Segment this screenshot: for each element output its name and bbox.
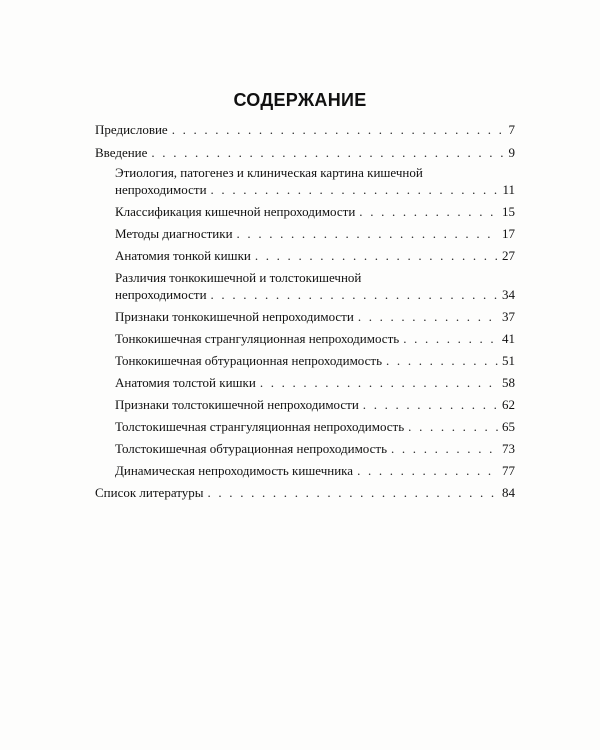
table-of-contents — [95, 121, 515, 501]
toc-leader-dots — [363, 396, 498, 413]
toc-leader-dots — [386, 352, 498, 369]
toc-entry-page: 37 — [502, 309, 515, 324]
toc-leader-dots — [255, 247, 498, 264]
toc-entry-page: 65 — [502, 419, 515, 434]
toc-entry-page: 9 — [508, 145, 515, 160]
toc-entry — [95, 440, 515, 457]
toc-entry-page: 34 — [502, 287, 515, 302]
toc-leader-dots — [408, 418, 498, 435]
toc-entry-label: Толстокишечная обтурационная непроходимость — [115, 441, 387, 456]
toc-entry-page: 17 — [502, 226, 515, 241]
toc-entry-page: 58 — [502, 375, 515, 390]
toc-entry-page: 41 — [502, 331, 515, 346]
toc-entry-page: 51 — [502, 353, 515, 368]
toc-entry — [95, 484, 515, 501]
toc-entry — [95, 396, 515, 413]
toc-entry-label: Тонкокишечная странгуляционная непроходимость — [115, 331, 400, 346]
toc-entry-page: 84 — [502, 485, 515, 500]
toc-entry-label: Тонкокишечная обтурационная непроходимость — [115, 353, 383, 368]
toc-entry — [95, 418, 515, 435]
toc-entry-page: 15 — [502, 204, 515, 219]
toc-entry-page: 77 — [502, 463, 515, 478]
toc-entry-label: непроходимости — [115, 287, 207, 302]
toc-leader-dots — [208, 484, 499, 501]
toc-entry-label: Предисловие — [95, 122, 168, 137]
toc-entry-page: 62 — [502, 397, 515, 412]
toc-entry-label: Классификация кишечной непроходимости — [115, 204, 356, 219]
toc-entry-first-line: Этиология, патогенез и клиническая картина кишечной — [115, 165, 423, 180]
toc-entry — [95, 121, 515, 138]
toc-entry-label: Признаки толстокишечной непроходимости — [115, 397, 359, 412]
toc-entry-label: Методы диагностики — [115, 226, 233, 241]
toc-entry-label: Признаки тонкокишечной непроходимости — [115, 309, 354, 324]
toc-entry-label: Динамическая непроходимость кишечника — [115, 463, 354, 478]
toc-leader-dots — [403, 330, 498, 347]
toc-entry — [95, 330, 515, 347]
toc-entry-first-line: Различия тонкокишечной и толстокишечной — [115, 270, 362, 285]
toc-entry — [95, 164, 515, 198]
toc-leader-dots — [391, 440, 498, 457]
toc-leader-dots — [359, 203, 498, 220]
toc-entry-label: Введение — [95, 145, 148, 160]
toc-entry — [95, 308, 515, 325]
toc-entry-label: непроходимости — [115, 182, 207, 197]
toc-entry-label: Анатомия толстой кишки — [115, 375, 256, 390]
toc-leader-dots — [358, 308, 498, 325]
toc-entry — [95, 462, 515, 479]
toc-entry — [95, 203, 515, 220]
toc-entry-page: 7 — [508, 122, 515, 137]
toc-leader-dots — [260, 374, 498, 391]
toc-entry — [95, 225, 515, 242]
toc-leader-dots — [211, 181, 499, 198]
toc-entry-page: 11 — [502, 182, 515, 197]
toc-leader-dots — [151, 144, 504, 161]
toc-entry — [95, 144, 515, 161]
toc-leader-dots — [172, 121, 505, 138]
toc-entry-label: Толстокишечная странгуляционная непроходимость — [115, 419, 405, 434]
toc-leader-dots — [357, 462, 498, 479]
toc-leader-dots — [211, 286, 498, 303]
toc-leader-dots — [237, 225, 498, 242]
toc-entry — [95, 352, 515, 369]
toc-entry — [95, 374, 515, 391]
toc-entry-page: 73 — [502, 441, 515, 456]
toc-entry — [95, 269, 515, 303]
toc-entry-label: Анатомия тонкой кишки — [115, 248, 251, 263]
toc-entry-label: Список литературы — [95, 485, 204, 500]
page-title: СОДЕРЖАНИЕ — [233, 90, 367, 110]
toc-entry — [95, 247, 515, 264]
toc-entry-page: 27 — [502, 248, 515, 263]
